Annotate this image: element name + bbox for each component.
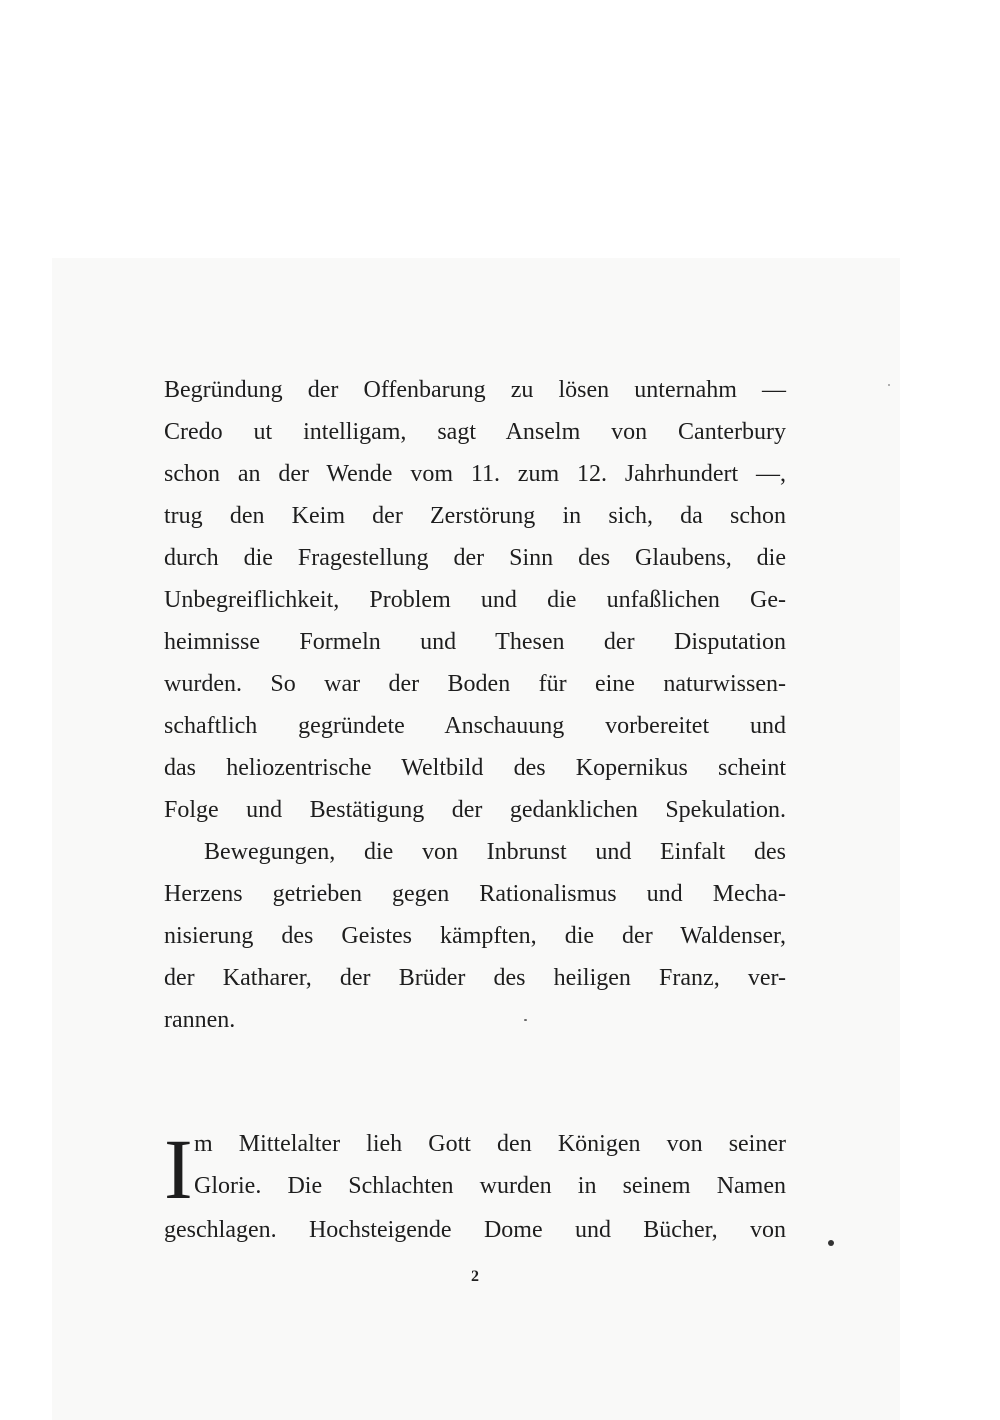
text-line: heimnisse Formeln und Thesen der Disputation [164, 629, 786, 655]
text-line: das heliozentrische Weltbild des Kopernikus scheint [164, 755, 786, 781]
text-line: trug den Keim der Zerstörung in sich, da schon [164, 503, 786, 529]
text-line: Folge und Bestätigung der gedanklichen Spekulation. [164, 797, 786, 823]
text-line: rannen. [164, 1007, 236, 1033]
text-line: Herzens getrieben gegen Rationalismus und Mecha- [164, 881, 786, 907]
text-line: geschlagen. Hochsteigende Dome und Bücher, von [164, 1217, 786, 1243]
scan-speck [524, 1019, 527, 1021]
text-line: Begründung der Offenbarung zu lösen unternahm — [164, 377, 786, 403]
page-number: 2 [471, 1268, 479, 1285]
text-line: wurden. So war der Boden für eine naturwissen- [164, 671, 786, 697]
scan-speck [828, 1240, 834, 1246]
text-line: durch die Fragestellung der Sinn des Glaubens, die [164, 545, 786, 571]
text-line: m Mittelalter lieh Gott den Königen von seiner [194, 1131, 786, 1157]
text-line: Bewegungen, die von Inbrunst und Einfalt des [204, 839, 786, 865]
drop-cap: I [164, 1121, 193, 1217]
text-line: nisierung des Geistes kämpften, die der Waldenser, [164, 923, 786, 949]
text-line: der Katharer, der Brüder des heiligen Franz, ver- [164, 965, 786, 991]
text-line: schaftlich gegründete Anschauung vorbereitet und [164, 713, 786, 739]
text-line: schon an der Wende vom 11. zum 12. Jahrhundert —, [164, 461, 786, 487]
text-line: Unbegreiflichkeit, Problem und die unfaßlichen Ge- [164, 587, 786, 613]
text-line: Glorie. Die Schlachten wurden in seinem Namen [194, 1173, 786, 1199]
scan-speck [888, 384, 890, 386]
text-line: Credo ut intelligam, sagt Anselm von Canterbury [164, 419, 786, 445]
